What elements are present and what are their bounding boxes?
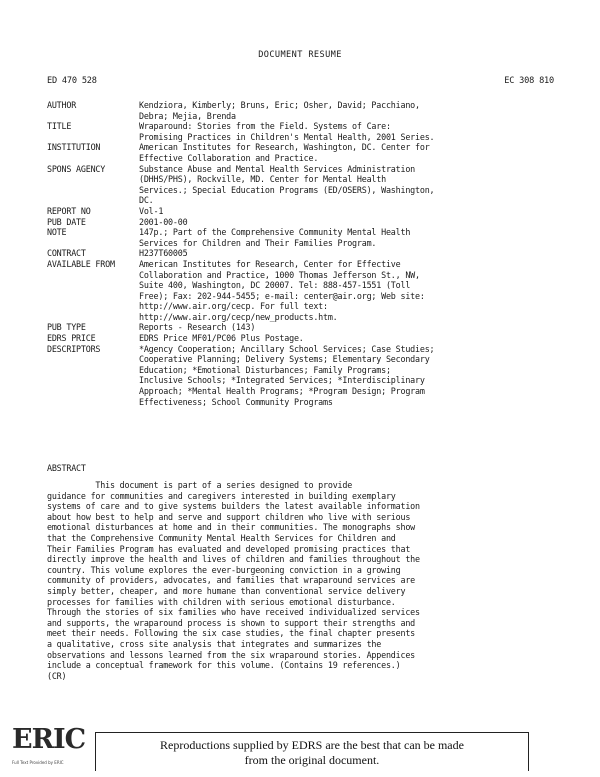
field-value-line: Wraparound: Stories from the Field. Systems of Care: bbox=[139, 121, 391, 132]
field-key bbox=[47, 111, 139, 122]
field-value-line: EDRS Price MF01/PC06 Plus Postage. bbox=[139, 333, 304, 344]
field-key: AVAILABLE FROM bbox=[47, 258, 115, 269]
abstract-line: directly improve the health and lives of children and families throughout the bbox=[47, 554, 420, 565]
abstract-line: processes for families with children with serious emotional disturbance. bbox=[47, 596, 396, 607]
field-key: INSTITUTION bbox=[47, 142, 101, 153]
field-row bbox=[47, 217, 567, 228]
field-value-line: 2001-00-00 bbox=[139, 216, 188, 227]
field-value-line: Debra; Mejia, Brenda bbox=[139, 110, 236, 121]
abstract-text bbox=[47, 480, 567, 681]
field-value-line: http://www.air.org/cecp. For full text: bbox=[139, 301, 328, 312]
abstract-line: Their Families Program has evaluated and developed promising practices that bbox=[47, 543, 411, 554]
field-value-line: Approach; *Mental Health Programs; *Program Design; Program bbox=[139, 386, 425, 397]
field-value-line: American Institutes for Research, Center for Effective bbox=[139, 258, 401, 269]
field-value-line: (DHHS/PHS), Rockville, MD. Center for Mental Health bbox=[139, 174, 386, 185]
field-value-line: Inclusive Schools; *Integrated Services; *Interdisciplinary bbox=[139, 375, 425, 386]
field-key bbox=[47, 301, 139, 312]
field-value-line: Free); Fax: 202-944-5455; e-mail: center@air.org; Web site: bbox=[139, 290, 425, 301]
field-key bbox=[47, 195, 139, 206]
field-row bbox=[47, 386, 567, 397]
abstract-line: (CR) bbox=[47, 670, 67, 681]
field-row bbox=[47, 164, 567, 175]
field-key bbox=[47, 365, 139, 376]
field-value-line: Kendziora, Kimberly; Bruns, Eric; Osher, David; Pacchiano, bbox=[139, 100, 420, 110]
abstract-line: Through the stories of six families who have received individualized services bbox=[47, 607, 420, 618]
field-key bbox=[47, 238, 139, 249]
field-value-line: Services.; Special Education Programs (ED/OSERS), Washington, bbox=[139, 184, 435, 195]
field-key bbox=[47, 386, 139, 397]
field-value-line: http://www.air.org/cecp/new_products.htm. bbox=[139, 311, 338, 322]
field-value-line: Substance Abuse and Mental Health Services Administration bbox=[139, 163, 416, 174]
field-key bbox=[47, 375, 139, 386]
document-title: DOCUMENT RESUME bbox=[258, 50, 342, 60]
field-row bbox=[47, 142, 567, 153]
field-row bbox=[47, 100, 567, 111]
field-key bbox=[47, 312, 139, 323]
field-value-line: Reports - Research (143) bbox=[139, 322, 256, 333]
abstract-line: This document is part of a series designed to provide bbox=[47, 480, 353, 490]
field-value-line: Suite 400, Washington, DC 20007. Tel: 888-457-1551 (Toll bbox=[139, 280, 411, 291]
field-key bbox=[47, 132, 139, 143]
field-row bbox=[47, 195, 567, 206]
field-key bbox=[47, 354, 139, 365]
field-key bbox=[47, 153, 139, 164]
field-key: TITLE bbox=[47, 121, 72, 132]
field-row bbox=[47, 259, 567, 270]
field-value-line: Effectiveness; School Community Programs bbox=[139, 396, 333, 407]
field-row bbox=[47, 397, 567, 408]
field-key: CONTRACT bbox=[47, 248, 86, 259]
field-key: PUB TYPE bbox=[47, 322, 86, 333]
field-key bbox=[47, 270, 139, 281]
field-key bbox=[47, 397, 139, 408]
field-key bbox=[47, 280, 139, 291]
field-row bbox=[47, 301, 567, 312]
field-value-line: 147p.; Part of the Comprehensive Community Mental Health bbox=[139, 227, 411, 238]
field-key: REPORT NO bbox=[47, 205, 91, 216]
field-row bbox=[47, 227, 567, 238]
field-value-line: Education; *Emotional Disturbances; Family Programs; bbox=[139, 364, 391, 375]
ec-number: EC 308 810 bbox=[504, 76, 554, 86]
abstract-line: a qualitative, cross site analysis that integrates and summarizes the bbox=[47, 638, 382, 649]
field-key: SPONS AGENCY bbox=[47, 163, 106, 174]
abstract-line: guidance for communities and caregivers interested in building exemplary bbox=[47, 490, 396, 501]
field-row bbox=[47, 312, 567, 323]
field-value-line: H237T60005 bbox=[139, 248, 188, 259]
eric-logo-subtext: Full Text Provided by ERIC bbox=[12, 760, 64, 765]
field-value-line: Collaboration and Practice, 1000 Thomas Jefferson St., NW, bbox=[139, 269, 420, 280]
field-row bbox=[47, 111, 567, 122]
abstract-line: systems of care and to give systems builders the latest available information bbox=[47, 501, 420, 512]
metadata-fields bbox=[47, 100, 567, 407]
abstract-line: about how best to help and serve and support children who live with serious bbox=[47, 511, 411, 522]
field-row bbox=[47, 365, 567, 376]
field-row bbox=[47, 174, 567, 185]
field-row bbox=[47, 333, 567, 344]
field-key: NOTE bbox=[47, 227, 67, 238]
field-value-line: American Institutes for Research, Washington, DC. Center for bbox=[139, 142, 430, 153]
field-row bbox=[47, 185, 567, 196]
eric-logo: ERIC bbox=[12, 724, 86, 755]
abstract-label: ABSTRACT bbox=[47, 463, 86, 473]
field-row bbox=[47, 248, 567, 259]
abstract-line: observations and lessons learned from the six wraparound stories. Appendices bbox=[47, 649, 416, 660]
field-row bbox=[47, 375, 567, 386]
field-value-line: Effective Collaboration and Practice. bbox=[139, 152, 319, 163]
field-value-line: Services for Children and Their Families Program. bbox=[139, 237, 377, 248]
field-row bbox=[47, 238, 567, 249]
field-value-line: Promising Practices in Children's Mental Health, 2001 Series. bbox=[139, 131, 435, 142]
field-row bbox=[47, 322, 567, 333]
field-key: EDRS PRICE bbox=[47, 333, 96, 344]
abstract-line: and supports, the wraparound process is shown to support their strengths and bbox=[47, 617, 416, 628]
field-key: PUB DATE bbox=[47, 216, 86, 227]
reproduction-notice-line-1: Reproductions supplied by EDRS are the best that can be made bbox=[160, 738, 464, 752]
field-key bbox=[47, 174, 139, 185]
ed-number: ED 470 528 bbox=[47, 76, 97, 86]
field-row bbox=[47, 132, 567, 143]
field-row bbox=[47, 280, 567, 291]
field-key bbox=[47, 185, 139, 196]
field-key bbox=[47, 291, 139, 302]
abstract-line: community of providers, advocates, and families that wraparound services are bbox=[47, 575, 416, 586]
field-value-line: Vol-1 bbox=[139, 205, 164, 216]
field-value-line: DC. bbox=[139, 195, 154, 206]
field-row bbox=[47, 354, 567, 365]
abstract-line: meet their needs. Following the six case studies, the final chapter presents bbox=[47, 628, 416, 639]
field-value-line: Cooperative Planning; Delivery Systems; Elementary Secondary bbox=[139, 354, 430, 365]
reproduction-notice-line-2: from the original document. bbox=[244, 753, 380, 767]
field-row bbox=[47, 291, 567, 302]
field-key: DESCRIPTORS bbox=[47, 343, 101, 354]
field-row bbox=[47, 121, 567, 132]
field-key: AUTHOR bbox=[47, 100, 77, 110]
field-row bbox=[47, 206, 567, 217]
abstract-line: country. This volume explores the ever-burgeoning conviction in a growing bbox=[47, 564, 401, 575]
field-row bbox=[47, 153, 567, 164]
abstract-line: that the Comprehensive Community Mental Health Services for Children and bbox=[47, 532, 396, 543]
abstract-line: emotional disturbances at home and in their communities. The monographs show bbox=[47, 522, 416, 533]
field-value-line: *Agency Cooperation; Ancillary School Services; Case Studies; bbox=[139, 343, 435, 354]
reproduction-notice bbox=[95, 732, 529, 771]
field-row bbox=[47, 344, 567, 355]
field-row bbox=[47, 270, 567, 281]
abstract-line: include a conceptual framework for this volume. (Contains 19 references.) bbox=[47, 660, 401, 671]
abstract-line: simply better, cheaper, and more humane than conventional service delivery bbox=[47, 585, 406, 596]
